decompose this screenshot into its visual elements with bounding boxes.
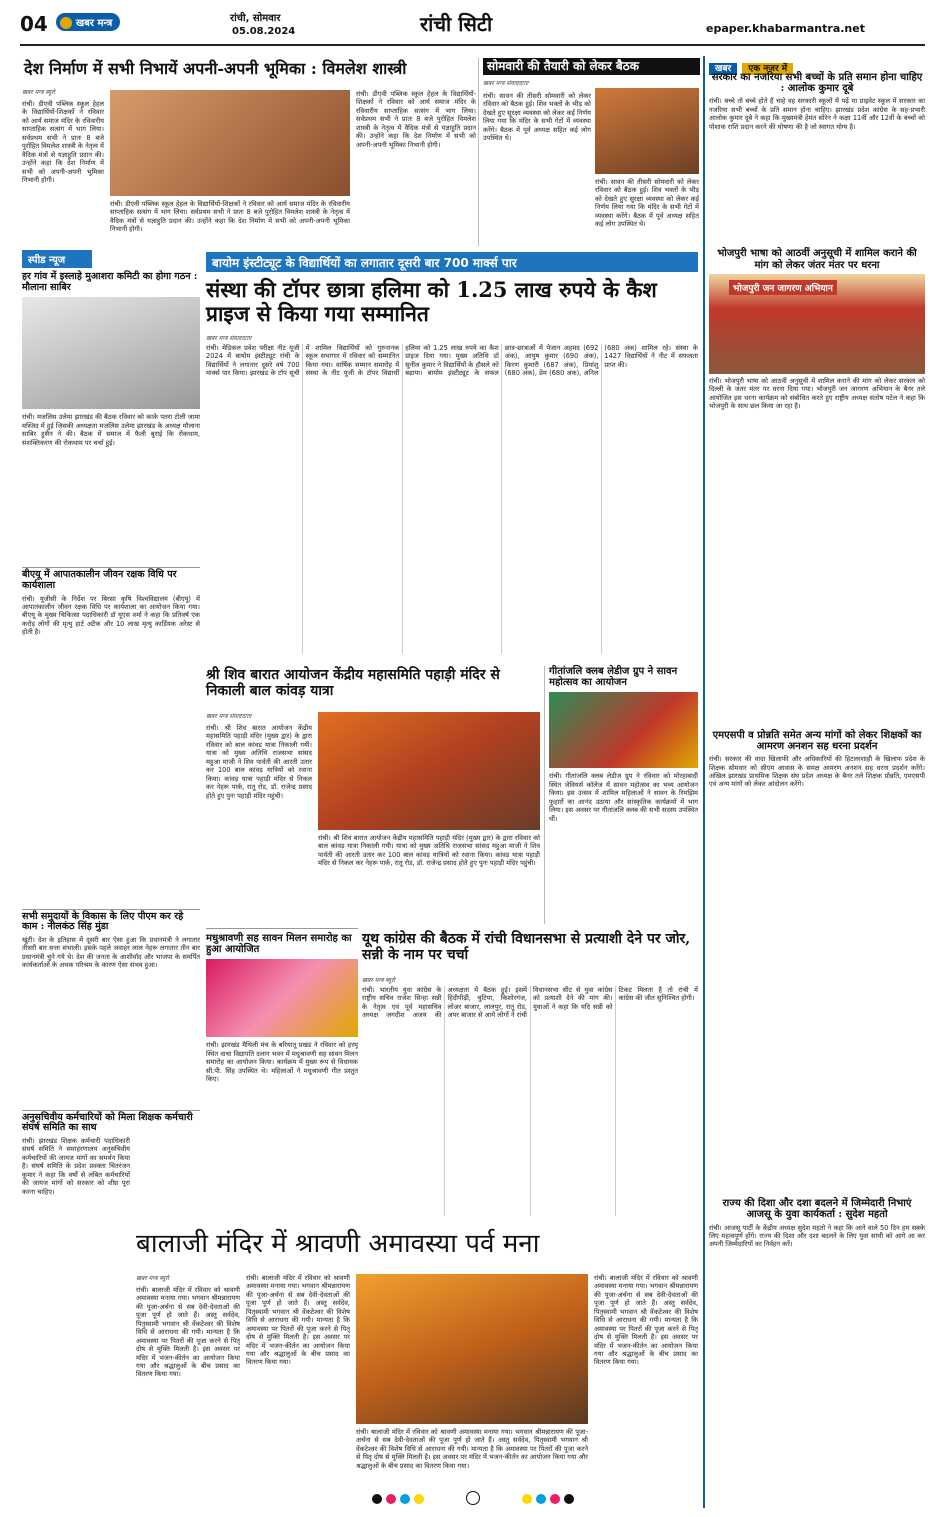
article-text: रांची। डीएवी पब्लिक स्कूल हेहल के विद्यार्थियों-शिक्षकों ने रविवार को आर्य समाज मंदिर के रविवारीय साप्ताहिक सत्संग में भाग लिया। सर्वप्रथम सभी ने प्रातः 8 बजे पुरोहित विमलेश शास्त्री के नेतृत्व में वैदिक मंत्रों से यज्ञाहुति प्रदान की। उन्होंने कहा कि देश निर्माण में सभी को अपनी-अपनी भूमिका निभानी होगी। — [110, 200, 350, 234]
monday-story — [478, 58, 700, 246]
sidebar-text-1: रांची। बच्चे तो बच्चे होते हैं चाहे वह सरकारी स्कूलों में पढ़ें या प्राइवेट स्कूल में सरकार का नजरिया सभी बच्चों के प्रति समान होना चाहिए। झारखंड प्रदेश कांग्रेस के सह-प्रभारी आलोक कुमार दूबे ने कहा कि मुख्यमंत्री हेमंत सोरेन ने कक्षा 11वीं और 12वीं के बच्चों को पोशाक राशि प्रदान करने की घोषणा की है जो स्वागत योग्य है। — [709, 97, 925, 131]
shiv-story — [206, 712, 540, 922]
madhu-headline: मधुश्रावणी सह सावन मिलन समारोह का हुआ आयोजित — [206, 933, 352, 956]
sidebar-text-2: रांची। भोजपुरी भाषा को आठवीं अनुसूची में शामिल कराने की मांग को लेकर सरकार को दिल्ली के जंतर मंतर पर धरना दिया गया। भोजपुरी जन जागरण अभियान के बैनर तले आयोजित इस धरना कार्यक्रम को संबोधित करते हुए राष्ट्रीय अध्यक्ष संतोष पटेल ने कहा कि भोजपुरी के साथ छल किया जा रहा है। — [709, 376, 925, 411]
section-title: रांची सिटी — [420, 12, 493, 36]
sidebar-tag — [709, 56, 925, 74]
registration-strip — [0, 1488, 945, 1508]
yajna-photo — [110, 90, 350, 196]
article-text: रांची। सावन की तीसरी सोमवारी को लेकर रविवार को बैठक हुई। शिव भक्तों के भीड़ को देखते हुए सुरक्षा व्यवस्था को लेकर कई निर्णय लिया गया कि मंदिर के सभी गेटों में व्यवस्था करेंगे। बैठक में पूर्व अध्यक्ष सहित कई लोग उपस्थित थे। — [595, 178, 699, 229]
balaji-text: रांची। बालाजी मंदिर में रविवार को श्रावणी अमावस्या मनाया गया। भगवान श्रीमन्नारायण की पूजा-अर्चना से सब देवी-देवताओं की पूजा पूर्ण हो जाते हैं। अस्तु सर्वदेव, पितृस्वामी भगवान श्री वेंकटेश्वर की विशेष विधि से आराधना की गयी। मान्यता है कि अमावस्या पर पितरों की पूजा करने से पितृ दोष से मुक्ति मिलती है। इस अवसर पर मंदिर में भजन-कीर्तन का आयोजन किया गया और श्रद्धालुओं के बीच प्रसाद का वितरण किया गया। — [136, 1286, 240, 1379]
lead-story — [206, 334, 698, 656]
tag-ek-nazar: एक नजर में — [742, 63, 793, 75]
shiv-headline: श्री शिव बारात आयोजन केंद्रीय महासमिति पहाड़ी मंदिर से निकाली बाल कांवड़ यात्रा — [206, 667, 500, 699]
page-number: 04 — [20, 12, 48, 36]
header-divider — [20, 44, 925, 46]
lead-headline: संस्था की टॉपर छात्रा हलिमा को 1.25 लाख रुपये के कैश प्राइज से किया गया सम्मानित — [206, 277, 657, 326]
brand-logo — [56, 13, 120, 31]
story-c-headline: सभी समुदायों के विकास के लिए पीएम कर रहे काम : नीलकंठ सिंह मुंडा — [22, 909, 200, 933]
sawan-festival-photo — [549, 692, 698, 768]
byline: खबर मन्त्र ब्यूरो — [136, 1275, 169, 1282]
article-text: रांची। डीएवी पब्लिक स्कूल हेहल के विद्यार्थियों-शिक्षकों ने रविवार को आर्य समाज मंदिर के रविवारीय साप्ताहिक सत्संग में भाग लिया। सर्वप्रथम सभी ने प्रातः 8 बजे पुरोहित विमलेश शास्त्री के नेतृत्व में वैदिक मंत्रों से यज्ञाहुति प्रदान की। उन्होंने कहा कि देश निर्माण में सभी को अपनी-अपनी भूमिका निभानी होगी। — [22, 100, 104, 184]
balaji-text: रांची। बालाजी मंदिर में रविवार को श्रावणी अमावस्या मनाया गया। भगवान श्रीमन्नारायण की पूजा-अर्चना से सब देवी-देवताओं की पूजा पूर्ण हो जाते हैं। अस्तु सर्वदेव, पितृस्वामी भगवान श्री वेंकटेश्वर की विशेष विधि से आराधना की गयी। मान्यता है कि अमावस्या पर पितरों की पूजा करने से पितृ दोष से मुक्ति मिलती है। इस अवसर पर मंदिर में भजन-कीर्तन का आयोजन किया गया और श्रद्धालुओं के बीच प्रसाद का वितरण किया गया। — [246, 1274, 350, 1367]
sidebar-text-4: रांची। आजसू पार्टी के केंद्रीय अध्यक्ष सुदेश महतो ने कहा कि आने वाले 50 दिन हम सबके लिए महत्वपूर्ण होंगे। राज्य की दिशा और दशा बदलने के लिए युवा साथी को आगे आ कर अपनी जिम्मेदारियों का निर्वहन करें। — [709, 1223, 925, 1249]
story-b-text: रांची। यूजीसी के निर्देश पर बिरसा कृषि विश्वविद्यालय (बीएयू) में आपातकालीन जीवन रक्षक विधि पर कार्यशाला का आयोजन किया गया। बीएयू के मुख्य चिकित्सा पदाधिकारी डॉ यूएस वर्मा ने कहा कि प्रतिवर्ष एक करोड़ लोगों की मृत्यु हार्ट अटैक और 10 लाख मृत्यु कार्डियक अरेस्ट से होती है। — [22, 594, 200, 637]
lead-banner: बायोम इंस्टीट्यूट के विद्यार्थियों का लगातार दूसरी बार 700 मार्क्स पार — [206, 252, 698, 272]
youth-headline: यूथ कांग्रेस की बैठक में रांची विधानसभा से प्रत्याशी देने पर जोर, सन्नी के नाम पर चर्चा — [362, 931, 691, 963]
gitanjali-headline: गीतांजलि क्लब लेडीज ग्रुप ने सावन महोत्सव का आयोजन — [549, 666, 678, 689]
sidebar-headline-2: भोजपुरी भाषा को आठवीं अनुसूची में शामिल कराने की मांग को लेकर जंतर मंतर पर धरना — [717, 248, 917, 271]
gitanjali-text: रांची। गीतांजलि क्लब लेडीज ग्रुप ने रविवार को मोरहाबादी स्थित जेवियर्स कॉलेज में सावन महोत्सव का भव्य आयोजन किया। इस उत्सव में शामिल महिलाओं ने सावन के रिमझिम फुहारों का आनंद उठाया और सांस्कृतिक कार्यक्रमों में भाग लिया। इस अवसर पर गीतांजलि क्लब की सभी सदस्य उपस्थित थीं। — [549, 772, 698, 823]
website-link[interactable]: epaper.khabarmantra.net — [706, 22, 865, 35]
gitanjali-story — [544, 666, 698, 924]
page-header — [0, 0, 945, 50]
story-a-text: रांची। मजलिस उलेमा झारखंड की बैठक रविवार को काके पतरा टोली जामा मस्जिद में हुई जिसकी अध्यक्षता मजलिस उलेमा झारखंड के अध्यक्ष मौलाना साबिर हुसैन ने की। बैठक में समाज में फैली बुराई कि रोकथाम, सशक्तिकरण की रोकथाम पर चर्चा हुई। — [22, 413, 200, 447]
left-column — [22, 250, 200, 1400]
madhu-story — [206, 928, 358, 1218]
balaji-text: रांची। बालाजी मंदिर में रविवार को श्रावणी अमावस्या मनाया गया। भगवान श्रीमन्नारायण की पूजा-अर्चना से सब देवी-देवताओं की पूजा पूर्ण हो जाते हैं। अस्तु सर्वदेव, पितृस्वामी भगवान श्री वेंकटेश्वर की विशेष विधि से आराधना की गयी। मान्यता है कि अमावस्या पर पितरों की पूजा करने से पितृ दोष से मुक्ति मिलती है। इस अवसर पर मंदिर में भजन-कीर्तन का आयोजन किया गया और श्रद्धालुओं के बीच प्रसाद का वितरण किया गया। — [356, 1428, 588, 1470]
youth-story — [362, 976, 698, 1222]
meeting-photo — [595, 88, 699, 174]
temple-priests-photo — [356, 1274, 588, 1424]
lead-text: रांची। मेडिकल प्रवेश परीक्षा नीट यूजी 2024 में बायोम इंस्टीट्यूट रांची के विद्यार्थियों ने लगातार दूसरे वर्ष 700 मार्क्स पार किया। झारखंड के टॉप सूची में शामिल विद्यार्थियों को गुरुनानक स्कूल सभागार में रविवार को सम्मानित किया गया। वार्षिक सम्मान समारोह में संस्था के नीट यूजी के टॉपर विद्यार्थी हलिमा को 1.25 लाख रुपये का कैश प्राइज दिया गया। मुख्य अतिथि डॉ सुनील कुमार ने विद्यार्थियों के हौसले को बढ़ाया। बायोम इंस्टीट्यूट के सफल छात्र-छात्राओं में पेजान अहमद (692 अंक), आयुष कुमार (690 अंक), किरण कुमारी (687 अंक), प्रियांशु (680 अंक), प्रेम (680 अंक), अनिल (680 अंक) शामिल रहे। संस्था के 1427 विद्यार्थियों ने नीट में सफलता प्राप्त की। — [206, 344, 698, 378]
balaji-text: रांची। बालाजी मंदिर में रविवार को श्रावणी अमावस्या मनाया गया। भगवान श्रीमन्नारायण की पूजा-अर्चना से सब देवी-देवताओं की पूजा पूर्ण हो जाते हैं। अस्तु सर्वदेव, पितृस्वामी भगवान श्री वेंकटेश्वर की विशेष विधि से आराधना की गयी। मान्यता है कि अमावस्या पर पितरों की पूजा करने से पितृ दोष से मुक्ति मिलती है। इस अवसर पर मंदिर में भजन-कीर्तन का आयोजन किया गया और श्रद्धालुओं के बीच प्रसाद का वितरण किया गया। — [594, 1274, 698, 1367]
top-story — [22, 88, 476, 246]
dharna-banner: भोजपुरी जन जागरण अभियान — [729, 280, 837, 295]
sidebar-text-3: रांची। सरकार की वादा खिलाफी और अधिकारियों की हिटलरशाही के खिलाफ प्रदेश के शिक्षक सोमवार को सीएम आवास के समक्ष आमरण अनशन सह धरना प्रदर्शन करेंगे। अखिल झारखंड प्राथमिक शिक्षक संघ प्रदेश अध्यक्ष के बैनर तले शिक्षक प्रोन्नति, एमएसपी एवं अन्य मांगों को लेकर आंदोलन करेंगे। — [709, 755, 925, 789]
sidebar-headline-4: राज्य की दिशा और दशा बदलने में जिम्मेदारी निभाएं आजसू के युवा कार्यकर्ता : सुदेश महतो — [722, 1198, 912, 1221]
byline: खबर मन्त्र संवाददाता — [483, 80, 529, 88]
youth-text: रांची। भारतीय युवा कांग्रेस के राष्ट्रीय सचिव राजेश सिन्हा सन्नी के नेतृत्व एवं पूर्व महासचिव अध्यक्ष जगदीश अजय की अध्यक्षता में बैठक हुई। इसमें हिंदीपीढ़ी, चुटिया, किशोरगंज, लोअर बाजार, लालपुर, रातू रोड, अपर बाजार से आये लोगों ने रांची विधानसभा सीट से युवा कांग्रेस को प्रत्याशी देने की मांग की। युवाओं ने कहा कि यदि सन्नी को टिकट मिलता है तो रांची में कांग्रेस की जीत सुनिश्चित होगी। — [362, 986, 698, 1020]
balaji-story — [136, 1274, 698, 1474]
shiv-text: रांची। श्री शिव बारात आयोजन केंद्रीय महासमिति पहाड़ी मंदिर (मुख्य द्वार) के द्वारा रविवार को बाल कांवड़ यात्रा निकाली गयी। यात्रा को मुख्य अतिथि राजसभा सांसद महुआ माजी ने शिव पार्वती की आरती उतार कर 100 बाल कांवड़ यात्रियों को रवाना किया। कांवड़ यात्रा पहाड़ी मंदिर से निकल कर नेहरू पार्क, रातू रोड, डॉ. राजेन्द्र प्रसाद होते हुए पुनः पहाड़ी मंदिर पहुंची। — [318, 834, 540, 868]
byline: खबर मन्त्र संवाददाता — [206, 713, 252, 720]
speed-news-tag: स्पीड न्यूज — [22, 250, 92, 268]
brand-name: खबर मन्त्र — [76, 18, 113, 29]
women-group-photo — [206, 959, 358, 1037]
top-headline: देश निर्माण में सभी निभायें अपनी-अपनी भूमिका : विमलेश शास्त्री — [24, 59, 407, 78]
color-swatches-right — [520, 1489, 576, 1508]
balaji-headline: बालाजी मंदिर में श्रावणी अमावस्या पर्व मना — [136, 1229, 540, 1259]
kanwar-yatra-photo — [318, 712, 540, 830]
story-b-headline: बीएयू में आपातकालीन जीवन रक्षक विधि पर कार्यशाला — [22, 567, 200, 591]
shiv-text: रांची। श्री शिव बारात आयोजन केंद्रीय महासमिति पहाड़ी मंदिर (मुख्य द्वार) के द्वारा रविवार को बाल कांवड़ यात्रा निकाली गयी। यात्रा को मुख्य अतिथि राजसभा सांसद महुआ माजी ने शिव पार्वती की आरती उतार कर 100 बाल कांवड़ यात्रियों को रवाना किया। कांवड़ यात्रा पहाड़ी मंदिर से निकल कर नेहरू पार्क, रातू रोड, डॉ. राजेन्द्र प्रसाद होते हुए पुनः पहाड़ी मंदिर पहुंची। — [206, 724, 312, 800]
madhu-text: रांची। झारखंड मैथिली मंच के बरियातू प्रखंड ने रविवार को हरमू स्थित वाचा विद्यापति दलान भवन में मधुश्रावणी सह सावन मिलन समारोह का आयोजन किया। कार्यक्रम में मुख्य रूप से विधायक सी.पी. सिंह उपस्थित थे। महिलाओं ने मधुश्रावणी गीत प्रस्तुत किए। — [206, 1041, 358, 1084]
byline: खबर मन्त्र ब्यूरो — [362, 977, 395, 984]
meeting-hall-photo — [22, 297, 200, 409]
story-a-headline: हर गांव में इस्लाहे मुआशरा कमिटी का होगा गठन : मौलाना साबिर — [22, 271, 198, 293]
story-c-text: खूंटी। देश के इतिहास में दूसरी बार ऐसा हुआ कि प्रधानमंत्री ने लगातार तीसरी बार सत्ता संभाली। इसके पहले जवाहर लाल नेहरू लगातार तीन बार प्रधानमंत्री चुने गये थे। देश की जनता के आशीर्वाद और भाजपा के समर्पित कार्यकर्ताओं के अथक परिश्रम के कारण ऐसा संभव हुआ। — [22, 935, 200, 970]
byline: खबर मन्त्र ब्यूरो — [22, 89, 55, 96]
story-d-headline: अनुसचिवीय कर्मचारियों को मिला शिक्षक कर्मचारी संघर्ष समिति का साथ — [22, 1110, 200, 1134]
monday-headline: सोमवारी की तैयारी को लेकर बैठक — [483, 58, 700, 75]
story-d-text: रांची। झारखंड शिक्षक कर्मचारी पदाधिकारी संघर्ष समिति ने समाहरणालय अनुसचिवीय कर्मचारियों की जायज मांगों का समर्थन किया है। संघर्ष समिति के प्रदेश प्रवक्ता चितरंजन कुमार ने कहा कि वर्षों से लंबित कर्मचारियों की जायज मांगों को सरकार को शीघ्र पूरा करना चाहिए। — [22, 1137, 130, 1196]
tag-khabar: खबर — [709, 63, 737, 75]
news-sidebar — [703, 56, 925, 1508]
logo-icon — [60, 17, 72, 29]
sidebar-headline-1: सरकार का नजरिया सभी बच्चों के प्रति समान होना चाहिए : आलोक कुमार दूबे — [711, 72, 923, 95]
place-day: रांची, सोमवार — [230, 13, 281, 24]
dharna-photo — [709, 274, 925, 374]
article-text: रांची। डीएवी पब्लिक स्कूल हेहल के विद्यार्थियों-शिक्षकों ने रविवार को आर्य समाज मंदिर के रविवारीय साप्ताहिक सत्संग में भाग लिया। सर्वप्रथम सभी ने प्रातः 8 बजे पुरोहित विमलेश शास्त्री के नेतृत्व में वैदिक मंत्रों से यज्ञाहुति प्रदान की। उन्होंने कहा कि देश निर्माण में सभी को अपनी-अपनी भूमिका निभानी होगी। — [356, 90, 476, 149]
sidebar-headline-3: एमएसपी व प्रोन्नति समेत अन्य मांगों को लेकर शिक्षकों का आमरण अनशन सह धरना प्रदर्शन — [712, 729, 922, 752]
color-swatches-left — [370, 1489, 426, 1508]
byline: खबर मन्त्र संवाददाता — [206, 335, 252, 342]
article-text: रांची। सावन की तीसरी सोमवारी को लेकर रविवार को बैठक हुई। शिव भक्तों के भीड़ को देखते हुए सुरक्षा व्यवस्था को लेकर कई निर्णय लिया गया कि मंदिर के सभी गेटों में व्यवस्था करेंगे। बैठक में पूर्व अध्यक्ष सहित कई लोग उपस्थित थे। — [483, 92, 591, 143]
registration-mark-icon — [466, 1491, 480, 1505]
issue-date: 05.08.2024 — [232, 26, 296, 37]
